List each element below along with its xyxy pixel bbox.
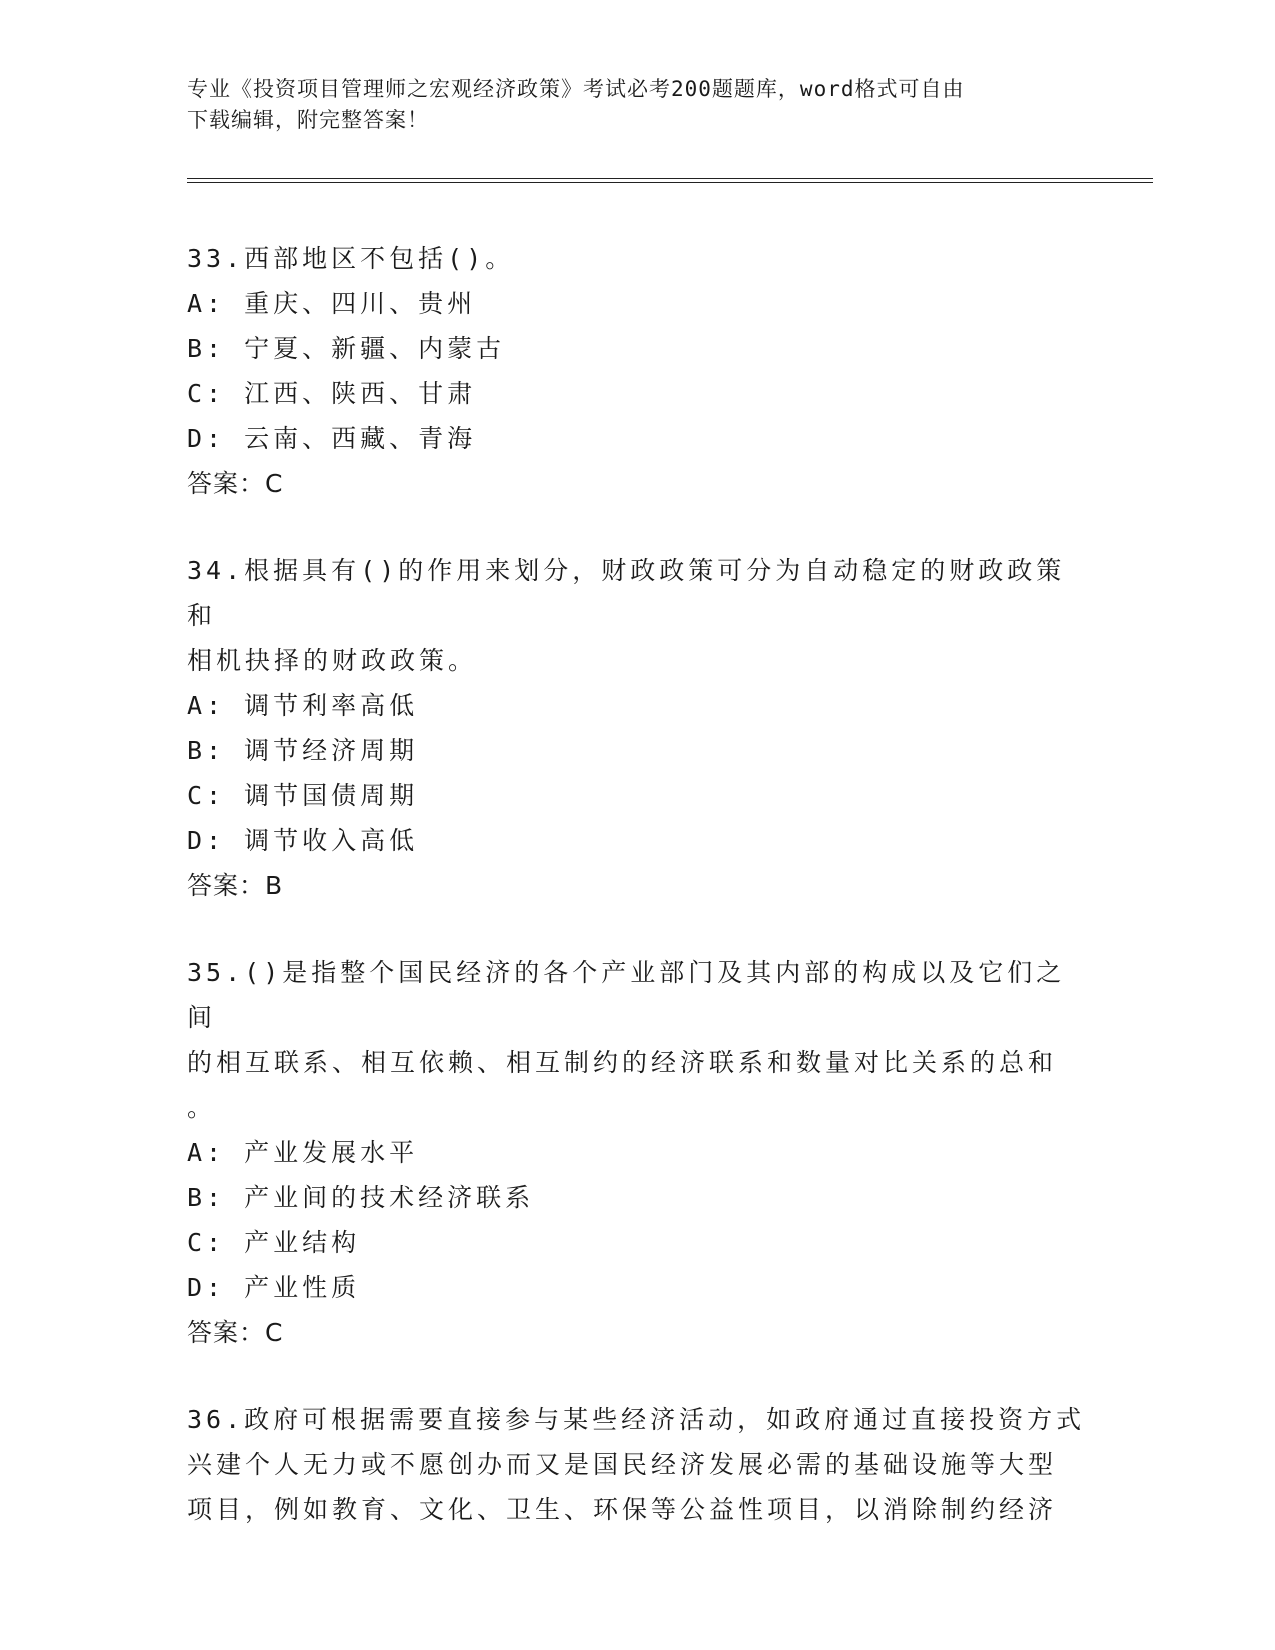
question-list (187, 236, 1087, 1574)
option-b: B: 产业间的技术经济联系 (187, 1183, 535, 1212)
header-divider-bottom (187, 182, 1153, 183)
question-stem: 项目，例如教育、文化、卫生、环保等公益性项目，以消除制约经济 (187, 1495, 1058, 1524)
document-header (187, 74, 1087, 136)
answer: 答案：C (187, 469, 284, 498)
answer: 答案：C (187, 1318, 284, 1347)
question-stem: 34.根据具有()的作用来划分，财政政策可分为自动稳定的财政政策和 (187, 556, 1066, 630)
option-c: C: 江西、陕西、甘肃 (187, 379, 477, 408)
question-36 (187, 1397, 1087, 1532)
question-stem: 36.政府可根据需要直接参与某些经济活动，如政府通过直接投资方式 (187, 1405, 1086, 1434)
question-stem: 33.西部地区不包括()。 (187, 244, 515, 273)
option-d: D: 调节收入高低 (187, 826, 419, 855)
option-a: A: 产业发展水平 (187, 1138, 419, 1167)
option-d: D: 云南、西藏、青海 (187, 424, 477, 453)
question-33 (187, 236, 1087, 506)
option-b: B: 宁夏、新疆、内蒙古 (187, 334, 506, 363)
answer: 答案：B (187, 871, 284, 900)
question-stem: 。 (187, 1093, 217, 1122)
header-line-2: 下载编辑，附完整答案！ (187, 108, 429, 132)
option-c: C: 产业结构 (187, 1228, 361, 1257)
question-34 (187, 548, 1087, 908)
option-a: A: 重庆、四川、贵州 (187, 289, 477, 318)
option-c: C: 调节国债周期 (187, 781, 419, 810)
header-line-1: 专业《投资项目管理师之宏观经济政策》考试必考200题题库，word格式可自由 (187, 77, 965, 101)
header-divider-top (187, 178, 1153, 179)
question-stem: 相机抉择的财政政策。 (187, 646, 478, 675)
option-b: B: 调节经济周期 (187, 736, 419, 765)
question-stem: 的相互联系、相互依赖、相互制约的经济联系和数量对比关系的总和 (187, 1048, 1058, 1077)
option-d: D: 产业性质 (187, 1273, 361, 1302)
question-stem: 兴建个人无力或不愿创办而又是国民经济发展必需的基础设施等大型 (187, 1450, 1058, 1479)
question-stem: 35.()是指整个国民经济的各个产业部门及其内部的构成以及它们之间 (187, 958, 1066, 1032)
option-a: A: 调节利率高低 (187, 691, 419, 720)
question-35 (187, 950, 1087, 1355)
